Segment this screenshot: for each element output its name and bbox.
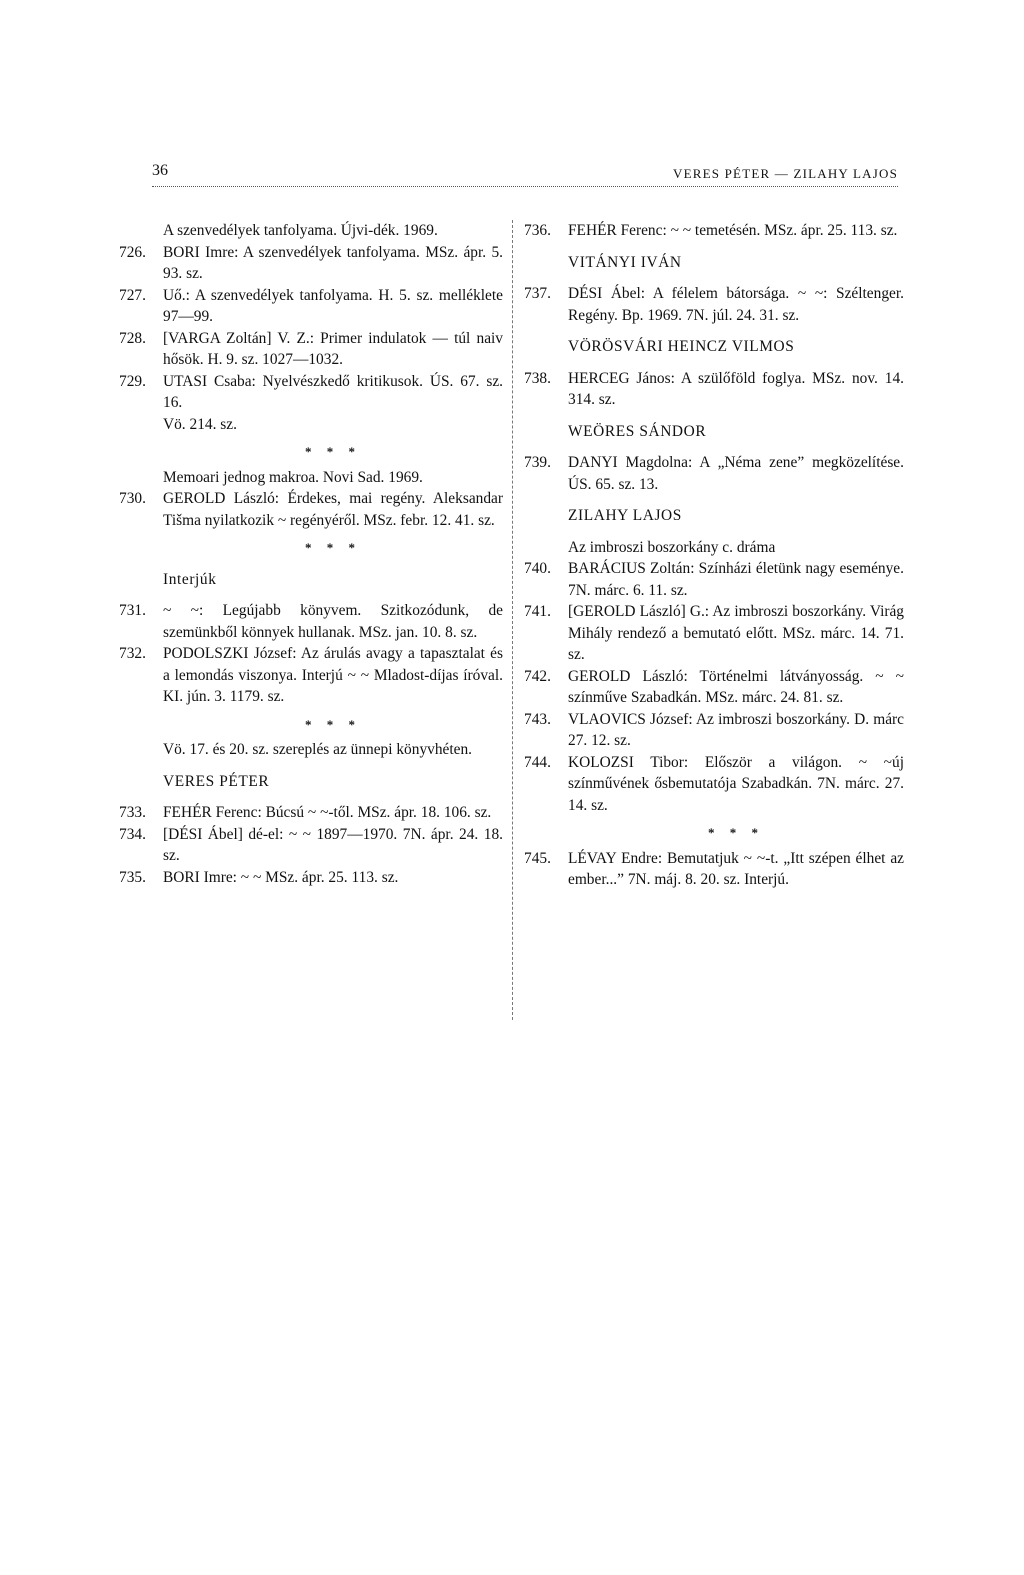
entry-number: 733.	[119, 804, 146, 821]
entry-number: 740.	[524, 560, 551, 577]
entry-729	[119, 371, 503, 414]
entry-text: UTASI Csaba: Nyelvészkedő kritikusok. ÚS. 67. sz. 16.	[163, 372, 503, 411]
author-heading-weores: WEÖRES SÁNDOR	[568, 422, 707, 440]
entry-text: [GEROLD László] G.: Az imbroszi boszorkány. Virág Mihály rendező a bemutató előtt. MSz. márc. 14. 71. sz.	[568, 603, 904, 663]
running-head: VERES PÉTER — ZILAHY LAJOS	[673, 166, 898, 181]
section-separator: * * *	[708, 825, 764, 840]
entry-text: HERCEG János: A szülőföld foglya. MSz. nov. 14. 314. sz.	[568, 369, 904, 408]
entry-739	[524, 452, 904, 495]
entry-741	[524, 601, 904, 666]
entry-text: Uő.: A szenvedélyek tanfolyama. H. 5. sz. melléklete 97—99.	[163, 286, 503, 325]
entry-738	[524, 368, 904, 411]
entry-number: 736.	[524, 222, 551, 239]
entry-727	[119, 285, 503, 328]
entry-text: ~ ~: Legújabb könyvem. Szitkozódunk, de szemünkből könnyek hullanak. MSz. jan. 10. 8. sz.	[163, 602, 503, 641]
entry-number: 734.	[119, 825, 146, 843]
section-separator: * * *	[305, 444, 361, 459]
entry-number: 730.	[119, 490, 146, 507]
right-column	[524, 220, 904, 891]
entry-number: 727.	[119, 286, 146, 304]
entry-number: 744.	[524, 753, 551, 771]
entry-number: 728.	[119, 329, 146, 347]
intro-text: A szenvedélyek tanfolyama. Újvi-dék. 1969.	[163, 222, 438, 239]
entry-text: [VARGA Zoltán] V. Z.: Primer indulatok — túl naiv hősök. H. 9. sz. 1027—1032.	[163, 329, 503, 368]
page-number: 36	[152, 162, 168, 179]
cross-reference: Vö. 17. és 20. sz. szereplés az ünnepi könyvhéten.	[163, 741, 473, 758]
entry-text: BARÁCIUS Zoltán: Színházi életünk nagy eseménye. 7N. márc. 6. 11. sz.	[568, 560, 904, 599]
entry-726	[119, 242, 503, 285]
entry-731	[119, 600, 503, 643]
entry-number: 738.	[524, 369, 551, 387]
entry-number: 737.	[524, 285, 551, 302]
entry-742	[524, 666, 904, 709]
entry-number: 745.	[524, 849, 551, 867]
entry-number: 729.	[119, 372, 146, 390]
work-title: Memoari jednog makroa. Novi Sad. 1969.	[163, 468, 423, 486]
entry-728	[119, 328, 503, 371]
entry-number: 726.	[119, 243, 146, 261]
entry-732	[119, 643, 503, 708]
column-divider	[512, 220, 513, 1020]
entry-text: VLAOVICS József: Az imbroszi boszorkány. D. márc 27. 12. sz.	[568, 710, 904, 749]
entry-number: 743.	[524, 710, 551, 728]
entry-number: 742.	[524, 667, 551, 685]
author-heading-vitanyi: VITÁNYI IVÁN	[568, 253, 682, 271]
entry-text: PODOLSZKI József: Az árulás avagy a tapasztalat és a lemondás viszonya. Interjú ~ ~ Mladost-díjas íróval. KI. jún. 3. 1179. sz.	[163, 645, 503, 705]
entry-744	[524, 752, 904, 817]
entry-text: GEROLD László: Érdekes, mai regény. Aleksandar Tišma nyilatkozik ~ regényéről. MSz. febr. 12. 41. sz.	[163, 490, 503, 529]
cross-reference: Vö. 214. sz.	[163, 415, 237, 433]
entry-number: 741.	[524, 603, 551, 620]
entry-text: KOLOZSI Tibor: Először a világon. ~ ~új színművének ősbemutatója Szabadkán. 7N. márc. 27. 14. sz.	[568, 753, 904, 814]
left-column	[119, 220, 503, 888]
entry-text: DÉSI Ábel: A félelem bátorsága. ~ ~: Széltenger. Regény. Bp. 1969. 7N. júl. 24. 31. sz.	[568, 285, 904, 324]
work-title: Az imbroszi boszorkány c. dráma	[568, 538, 776, 556]
entry-736	[524, 220, 904, 242]
entry-text: FEHÉR Ferenc: Búcsú ~ ~-től. MSz. ápr. 18. 106. sz.	[163, 804, 492, 821]
entry-745	[524, 848, 904, 891]
author-heading-vorosvari: VÖRÖSVÁRI HEINCZ VILMOS	[568, 338, 795, 355]
section-separator: * * *	[305, 540, 361, 555]
entry-number: 732.	[119, 645, 146, 662]
author-heading-veres: VERES PÉTER	[163, 772, 270, 790]
entry-text: [DÉSI Ábel] dé-el: ~ ~ 1897—1970. 7N. ápr. 24. 18. sz.	[163, 825, 503, 864]
entry-number: 731.	[119, 602, 146, 619]
entry-text: BORI Imre: A szenvedélyek tanfolyama. MSz. ápr. 5. 93. sz.	[163, 243, 503, 282]
entry-text: FEHÉR Ferenc: ~ ~ temetésén. MSz. ápr. 25. 113. sz.	[568, 222, 898, 239]
header-rule	[152, 186, 898, 187]
entry-734	[119, 824, 503, 867]
entry-737	[524, 283, 904, 326]
section-heading-interjuk: Interjúk	[163, 570, 217, 588]
entry-text: BORI Imre: ~ ~ MSz. ápr. 25. 113. sz.	[163, 868, 399, 886]
author-heading-zilahy: ZILAHY LAJOS	[568, 507, 682, 524]
entry-text: DANYI Magdolna: A „Néma zene” megközelítése. ÚS. 65. sz. 13.	[568, 454, 904, 493]
entry-number: 735.	[119, 868, 146, 886]
entry-733	[119, 802, 503, 824]
entry-text: GEROLD László: Történelmi látványosság. ~ ~ színműve Szabadkán. MSz. márc. 24. 81. sz.	[568, 667, 904, 706]
entry-text: LÉVAY Endre: Bemutatjuk ~ ~-t. „Itt szépen élhet az ember...” 7N. máj. 8. 20. sz. Interjú.	[568, 849, 904, 888]
section-separator: * * *	[305, 716, 361, 732]
entry-740	[524, 558, 904, 601]
entry-743	[524, 709, 904, 752]
entry-730	[119, 488, 503, 531]
entry-number: 739.	[524, 454, 551, 471]
entry-735	[119, 867, 503, 889]
